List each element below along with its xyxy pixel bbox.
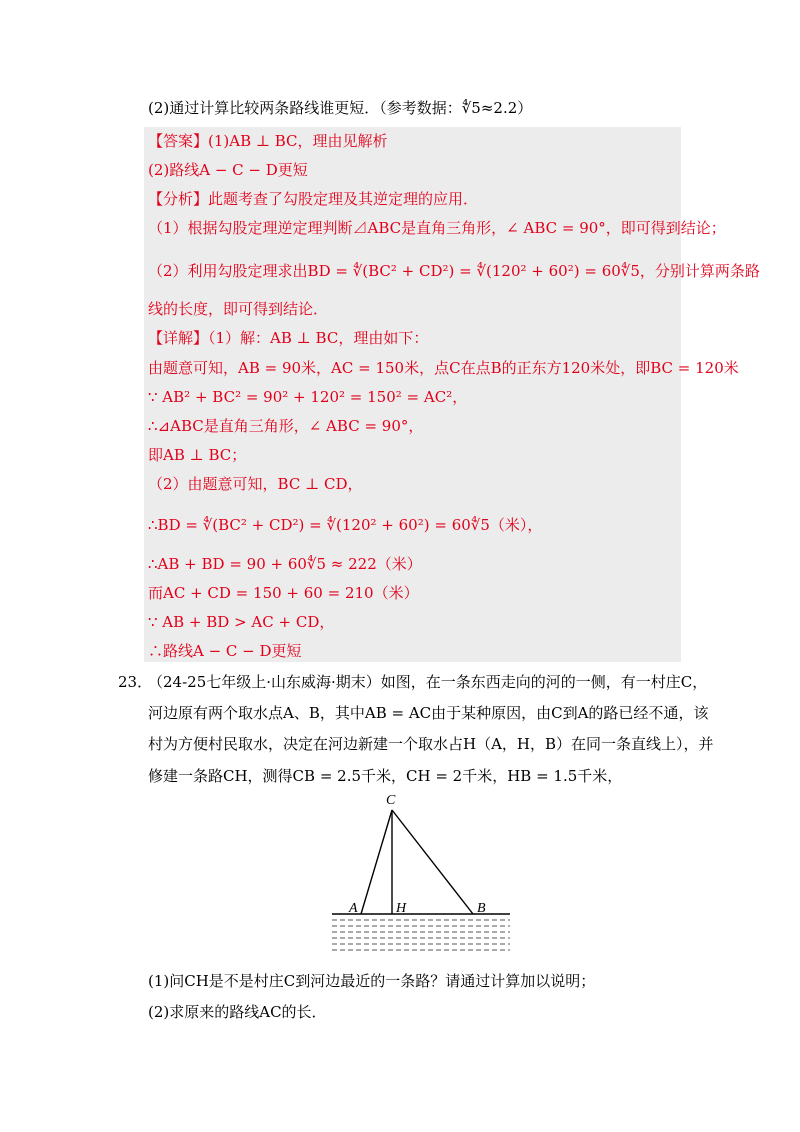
detail-line-10: ∴路线A − C − D更短 — [148, 642, 302, 660]
question-line-1: （24-25七年级上·山东威海·期末）如图，在一条东西走向的河的一侧，有一村庄C， — [148, 673, 708, 691]
question-line-2: 河边原有两个取水点A、B，其中AB = AC由于某种原因，由C到A的路已经不通，该 — [148, 704, 709, 722]
detail-line-2: ∵ AB² + BC² = 90² + 120² = 150² = AC²， — [148, 388, 468, 406]
answer-line-1: 【答案】(1)AB ⊥ BC，理由见解析 — [148, 132, 388, 150]
detail-line-3: ∴⊿ABC是直角三角形，∠ ABC = 90°， — [148, 417, 424, 435]
detail-line-4: 即AB ⊥ BC； — [148, 446, 247, 464]
triangle-figure — [320, 790, 510, 960]
question-line-3: 村为方便村民取水，决定在河边新建一个取水占H（A，H，B）在同一条直线上），并 — [148, 735, 714, 753]
label-b: B — [477, 901, 486, 916]
label-h: H — [396, 901, 407, 916]
detail-heading: 【详解】（1）解：AB ⊥ BC，理由如下： — [148, 329, 429, 347]
analysis-step-2: （2）利用勾股定理求出BD = ∜(BC² + CD²) = ∜(120² + 60²) = 60∜5，分别计算两条路 — [148, 262, 760, 280]
analysis-line: 【分析】此题考查了勾股定理及其逆定理的应用． — [148, 190, 479, 208]
question-line-4: 修建一条路CH，测得CB = 2.5千米，CH = 2千米，HB = 1.5千米， — [148, 767, 623, 785]
detail-line-5: （2）由题意可知，BC ⊥ CD， — [148, 475, 363, 493]
detail-line-6: ∴BD = ∜(BC² + CD²) = ∜(120² + 60²) = 60∜5（米）， — [148, 516, 543, 534]
river-water — [332, 920, 510, 950]
label-c: C — [386, 793, 396, 808]
analysis-step-1: （1）根据勾股定理逆定理判断⊿ABC是直角三角形，∠ ABC = 90°，即可得到结论； — [148, 219, 726, 237]
segment-cb — [392, 810, 473, 914]
detail-line-8: 而AC + CD = 150 + 60 = 210（米） — [148, 584, 419, 602]
detail-line-9: ∵ AB + BD > AC + CD， — [148, 613, 335, 631]
label-a: A — [349, 901, 358, 916]
answer-line-2: (2)路线A − C − D更短 — [148, 161, 308, 179]
sub-question-1: (1)问CH是不是村庄C到河边最近的一条路？请通过计算加以说明； — [148, 972, 596, 990]
sub-question-2-prev: (2)通过计算比较两条路线谁更短．（参考数据：∜5≈2.2） — [148, 99, 533, 117]
segment-ca — [361, 810, 392, 914]
detail-line-7: ∴AB + BD = 90 + 60∜5 ≈ 222（米） — [148, 555, 422, 573]
detail-line-1: 由题意可知，AB = 90米，AC = 150米，点C在点B的正东方120米处，即BC = 120米 — [148, 359, 739, 377]
sub-question-2: (2)求原来的路线AC的长． — [148, 1003, 327, 1021]
analysis-step-2-cont: 线的长度，即可得到结论． — [148, 300, 329, 318]
question-number: 23． — [118, 673, 153, 691]
